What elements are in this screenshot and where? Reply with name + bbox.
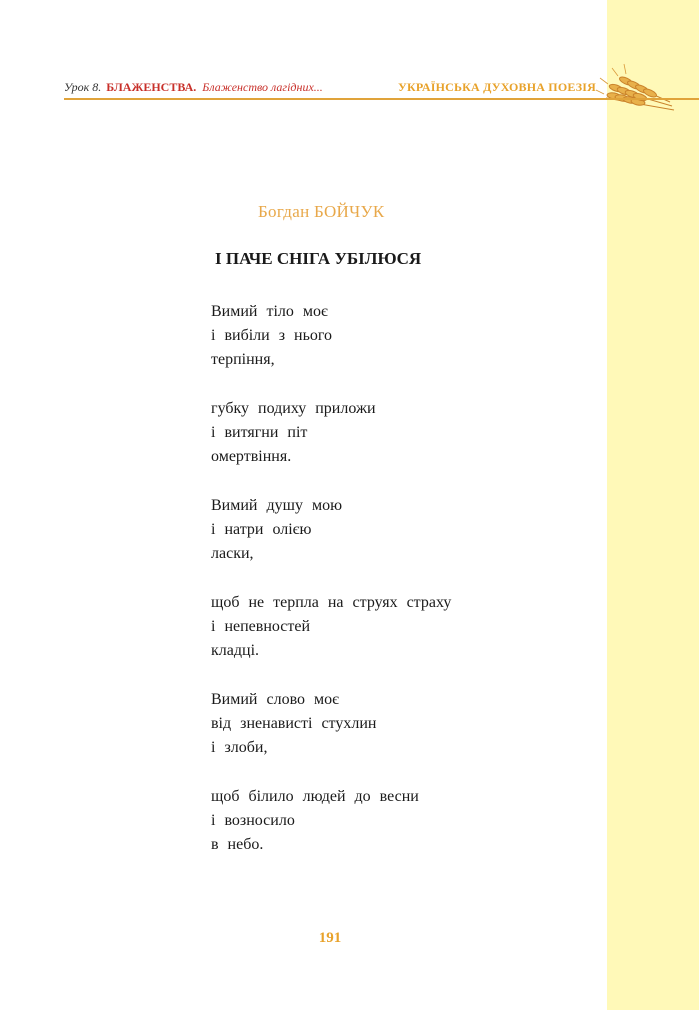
poem-line: і возносило xyxy=(211,812,295,829)
stanza xyxy=(211,785,451,857)
poem-line: Вимий душу мою xyxy=(211,497,343,514)
stanza xyxy=(211,397,451,469)
poem-line: від зненависті стухлин xyxy=(211,715,377,732)
poem-line: ласки, xyxy=(211,545,254,562)
poem-body xyxy=(211,300,451,882)
stanza xyxy=(211,300,451,372)
header-title: БЛАЖЕНСТВА. xyxy=(106,80,197,94)
header-subtitle: Блаженство лагідних... xyxy=(202,80,323,94)
poem-line: губку подиху приложи xyxy=(211,400,376,417)
poem-line: і витягни піт xyxy=(211,424,308,441)
poem-title: І ПАЧЕ СНІГА УБІЛЮСЯ xyxy=(215,249,422,268)
wheat-ears-icon xyxy=(596,40,680,114)
poem-line: терпіння, xyxy=(211,351,275,368)
page-number: 191 xyxy=(318,930,342,946)
poem-line: і вибіли з нього xyxy=(211,327,333,344)
poem-line: щоб не терпла на струях страху xyxy=(211,594,452,611)
poem-line: і непевностей xyxy=(211,618,311,635)
poem-line: і натри олією xyxy=(211,521,312,538)
header-rule xyxy=(64,98,699,100)
poem-line: Вимий тіло моє xyxy=(211,303,328,320)
side-color-band xyxy=(607,0,699,1010)
header-lesson: Урок 8. xyxy=(64,80,102,94)
poem-author: Богдан БОЙЧУК xyxy=(258,202,385,221)
poem-line: омертвіння. xyxy=(211,448,292,465)
stanza xyxy=(211,494,451,566)
poem-line: Вимий слово моє xyxy=(211,691,340,708)
running-header xyxy=(64,80,598,98)
poem-line: в небо. xyxy=(211,836,264,853)
poem-line: кладці. xyxy=(211,642,260,659)
header-section: УКРАЇНСЬКА ДУХОВНА ПОЕЗІЯ xyxy=(397,80,596,94)
poem-line: щоб білило людей до весни xyxy=(211,788,419,805)
stanza xyxy=(211,688,451,760)
stanza xyxy=(211,591,451,663)
poem-line: і злоби, xyxy=(211,739,268,756)
